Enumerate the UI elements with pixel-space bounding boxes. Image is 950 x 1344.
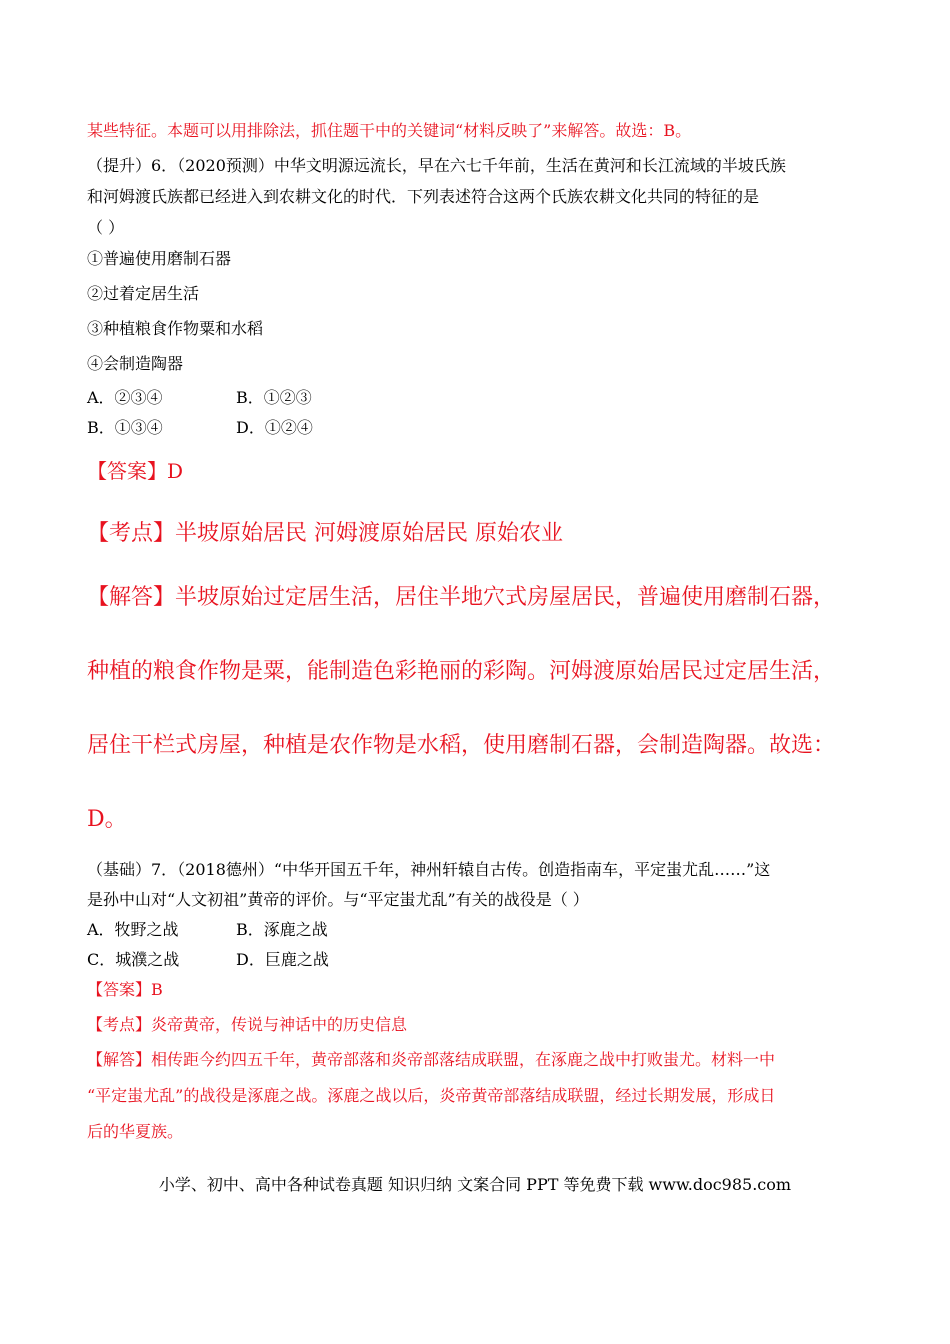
q6-explanation-line-3: 居住干栏式房屋，种植是农作物是水稻，使用磨制石器，会制造陶器。故选：	[87, 733, 836, 758]
q6-answer: 【答案】D	[87, 459, 184, 483]
q6-stem-line-1: （提升）6．（2020预测）中华文明源远流长，早在六七千年前，生活在黄河和长江流域的半坡氏族	[87, 156, 786, 175]
q6-option-a: A．②③④	[87, 388, 163, 407]
q6-explanation-line-4: D。	[87, 807, 127, 832]
q6-explanation-line-1: 【解答】半坡原始过定居生活，居住半地穴式房屋居民，普遍使用磨制石器，	[87, 585, 836, 610]
q6-item-1: ①普遍使用磨制石器	[87, 249, 232, 268]
q7-option-b: B．涿鹿之战	[236, 920, 328, 939]
q7-point: 【考点】炎帝黄帝，传说与神话中的历史信息	[87, 1015, 408, 1034]
page-footer: 小学、初中、高中各种试卷真题 知识归纳 文案合同 PPT 等免费下载 www.doc985.com	[158, 1175, 792, 1194]
q7-option-c: C．城濮之战	[87, 950, 180, 969]
q7-explanation-line-3: 后的华夏族。	[87, 1122, 184, 1141]
q7-stem-line-1: （基础）7．（2018德州）“中华开国五千年，神州轩辕自古传。创造指南车，平定蚩尤乱……”这	[87, 860, 771, 879]
q6-explanation-line-2: 种植的粮食作物是粟，能制造色彩艳丽的彩陶。河姆渡原始居民过定居生活，	[87, 659, 836, 684]
q6-stem-line-3: （ ）	[87, 218, 125, 237]
q6-option-d: D．①②④	[236, 418, 313, 437]
q6-option-c: B．①③④	[87, 418, 163, 437]
q7-option-a: A．牧野之战	[87, 920, 179, 939]
q7-answer: 【答案】B	[87, 980, 163, 999]
q6-item-4: ④会制造陶器	[87, 354, 184, 373]
q5-explanation-tail: 某些特征。本题可以用排除法，抓住题干中的关键词“材料反映了”来解答。故选：B。	[87, 121, 692, 140]
q6-point: 【考点】半坡原始居民 河姆渡原始居民 原始农业	[87, 521, 563, 546]
q7-stem-line-2: 是孙中山对“人文初祖”黄帝的评价。与“平定蚩尤乱”有关的战役是（ ）	[87, 890, 589, 909]
q6-stem-line-2: 和河姆渡氏族都已经进入到农耕文化的时代．下列表述符合这两个氏族农耕文化共同的特征的是	[87, 187, 760, 206]
q7-explanation-line-2: “平定蚩尤乱”的战役是涿鹿之战。涿鹿之战以后，炎帝黄帝部落结成联盟，经过长期发展，形成日	[87, 1086, 776, 1105]
q6-option-b: B．①②③	[236, 388, 312, 407]
q6-item-2: ②过着定居生活	[87, 284, 200, 303]
q7-option-d: D．巨鹿之战	[236, 950, 329, 969]
q6-item-3: ③种植粮食作物粟和水稻	[87, 319, 264, 338]
q7-explanation-line-1: 【解答】相传距今约四五千年，黄帝部落和炎帝部落结成联盟，在涿鹿之战中打败蚩尤。材料一中	[87, 1050, 776, 1069]
